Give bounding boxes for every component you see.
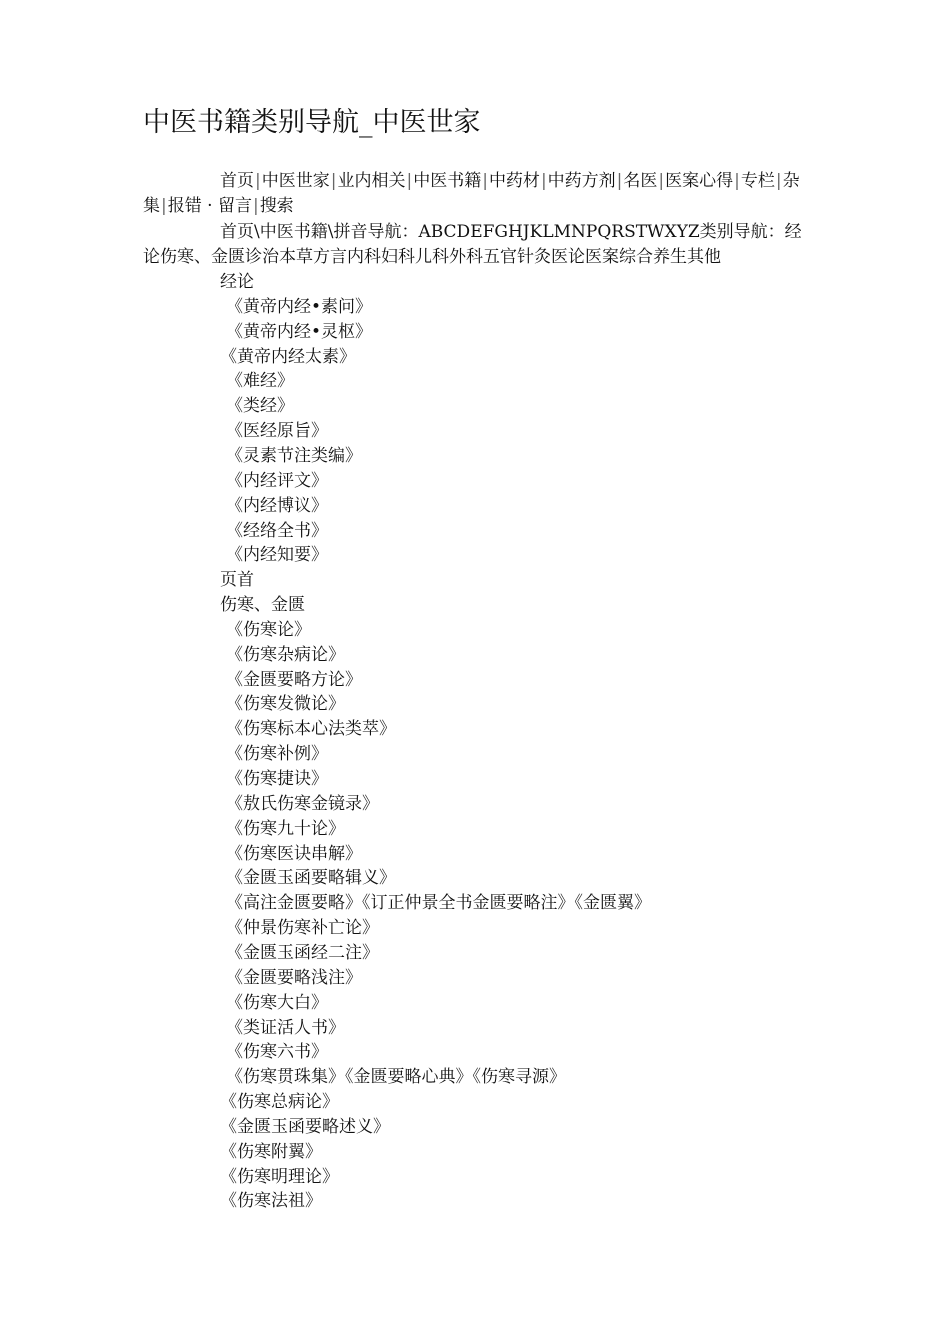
category-heading[interactable]: 页首	[220, 570, 254, 591]
nav-separator: |	[658, 171, 665, 191]
book-link[interactable]: 《伤寒杂病论》	[226, 644, 345, 665]
nav-link[interactable]: 中药方剂	[547, 171, 616, 191]
book-link[interactable]: 《类经》	[226, 396, 294, 417]
breadcrumb[interactable]: 首页\中医书籍\	[220, 222, 334, 242]
book-link[interactable]: 《伤寒医诀串解》	[226, 843, 362, 864]
nav-link[interactable]: 中医书籍	[413, 171, 482, 191]
nav-link[interactable]: 中医世家	[261, 171, 330, 191]
book-link[interactable]: 《伤寒大白》	[226, 992, 328, 1013]
book-link[interactable]: 《伤寒标本心法类萃》	[226, 719, 396, 740]
nav-separator: |	[330, 171, 337, 191]
category-heading[interactable]: 伤寒、金匮	[220, 595, 305, 616]
main-navigation	[143, 169, 803, 219]
book-link[interactable]: 《内经知要》	[226, 545, 328, 566]
nav-separator: |	[616, 171, 623, 191]
book-link[interactable]: 《仲景伤寒补亡论》	[226, 918, 379, 939]
category-heading[interactable]: 经论	[220, 272, 254, 292]
book-link[interactable]: 《内经博议》	[226, 495, 328, 516]
nav-separator: |	[406, 171, 413, 191]
book-link[interactable]: 《内经评文》	[226, 470, 328, 491]
book-link[interactable]: 《黄帝内经•素问》	[226, 296, 373, 317]
book-link[interactable]: 《伤寒附翼》	[220, 1141, 322, 1162]
nav-separator: |	[255, 171, 261, 191]
book-link[interactable]: 《伤寒贯珠集》《金匮要略心典》《伤寒寻源》	[226, 1067, 566, 1088]
pinyin-nav-label: 拼音导航：	[333, 222, 419, 242]
book-link[interactable]: 《金匮要略方论》	[226, 669, 362, 690]
book-link[interactable]: 《伤寒发微论》	[226, 694, 345, 715]
nav-link[interactable]: 杂集	[143, 171, 800, 216]
book-link[interactable]: 《高注金匮要略》《订正仲景全书金匮要略注》《金匮翼》	[226, 893, 651, 914]
book-link[interactable]: 《伤寒捷诀》	[226, 769, 328, 789]
nav-separator: |	[540, 171, 547, 191]
book-link[interactable]: 《伤寒论》	[226, 619, 311, 640]
book-link[interactable]: 《伤寒六书》	[226, 1042, 328, 1063]
book-link[interactable]: 《难经》	[226, 371, 294, 392]
book-link[interactable]: 《伤寒总病论》	[220, 1092, 339, 1113]
category-nav-label: 类别导航：	[699, 222, 785, 242]
nav-link[interactable]: 中药材	[488, 171, 540, 191]
book-link[interactable]: 《黄帝内经•灵枢》	[226, 321, 373, 342]
nav-separator: |	[161, 196, 167, 216]
category-links[interactable]: 经论伤寒、金匮诊治本草方言内科妇科儿科外科五官针灸医论医案综合养生其他	[143, 222, 802, 267]
book-link[interactable]: 《伤寒法祖》	[220, 1191, 322, 1212]
nav-link[interactable]: 医案心得	[665, 171, 734, 191]
nav-separator: |	[734, 171, 740, 191]
book-link[interactable]: 《金匮玉函要略述义》	[220, 1116, 390, 1137]
pinyin-letters[interactable]: ABCDEFGHJKLMNPQRSTWXYZ	[418, 222, 700, 242]
book-link[interactable]: 《类证活人书》	[226, 1017, 345, 1038]
book-link[interactable]: 《金匮要略浅注》	[226, 967, 362, 988]
nav-separator: |	[482, 171, 488, 191]
book-link[interactable]: 《伤寒明理论》	[220, 1166, 339, 1187]
page-title: 中医书籍类别导航_中医世家	[143, 107, 481, 138]
book-link[interactable]: 《经络全书》	[226, 520, 328, 541]
book-link[interactable]: 《金匮玉函经二注》	[226, 942, 379, 963]
nav-link[interactable]: 专栏	[740, 171, 775, 191]
book-link[interactable]: 《医经原旨》	[226, 421, 328, 442]
book-link[interactable]: 《敖氏伤寒金镜录》	[226, 793, 379, 814]
book-link[interactable]: 《黄帝内经太素》	[220, 346, 356, 367]
nav-link[interactable]: 名医	[623, 171, 658, 191]
nav-link[interactable]: 业内相关	[337, 171, 406, 191]
book-link[interactable]: 《伤寒补例》	[226, 744, 328, 765]
book-link[interactable]: 《灵素节注类编》	[226, 445, 362, 466]
breadcrumb-navigation	[143, 220, 803, 270]
nav-link[interactable]: 首页	[220, 171, 254, 191]
nav-link[interactable]: 报错 · 留言	[167, 196, 252, 216]
nav-separator: |	[252, 196, 259, 216]
nav-link[interactable]: 搜索	[259, 196, 294, 216]
book-link[interactable]: 《伤寒九十论》	[226, 818, 345, 839]
nav-separator: |	[775, 171, 782, 191]
book-link[interactable]: 《金匮玉函要略辑义》	[226, 868, 396, 889]
